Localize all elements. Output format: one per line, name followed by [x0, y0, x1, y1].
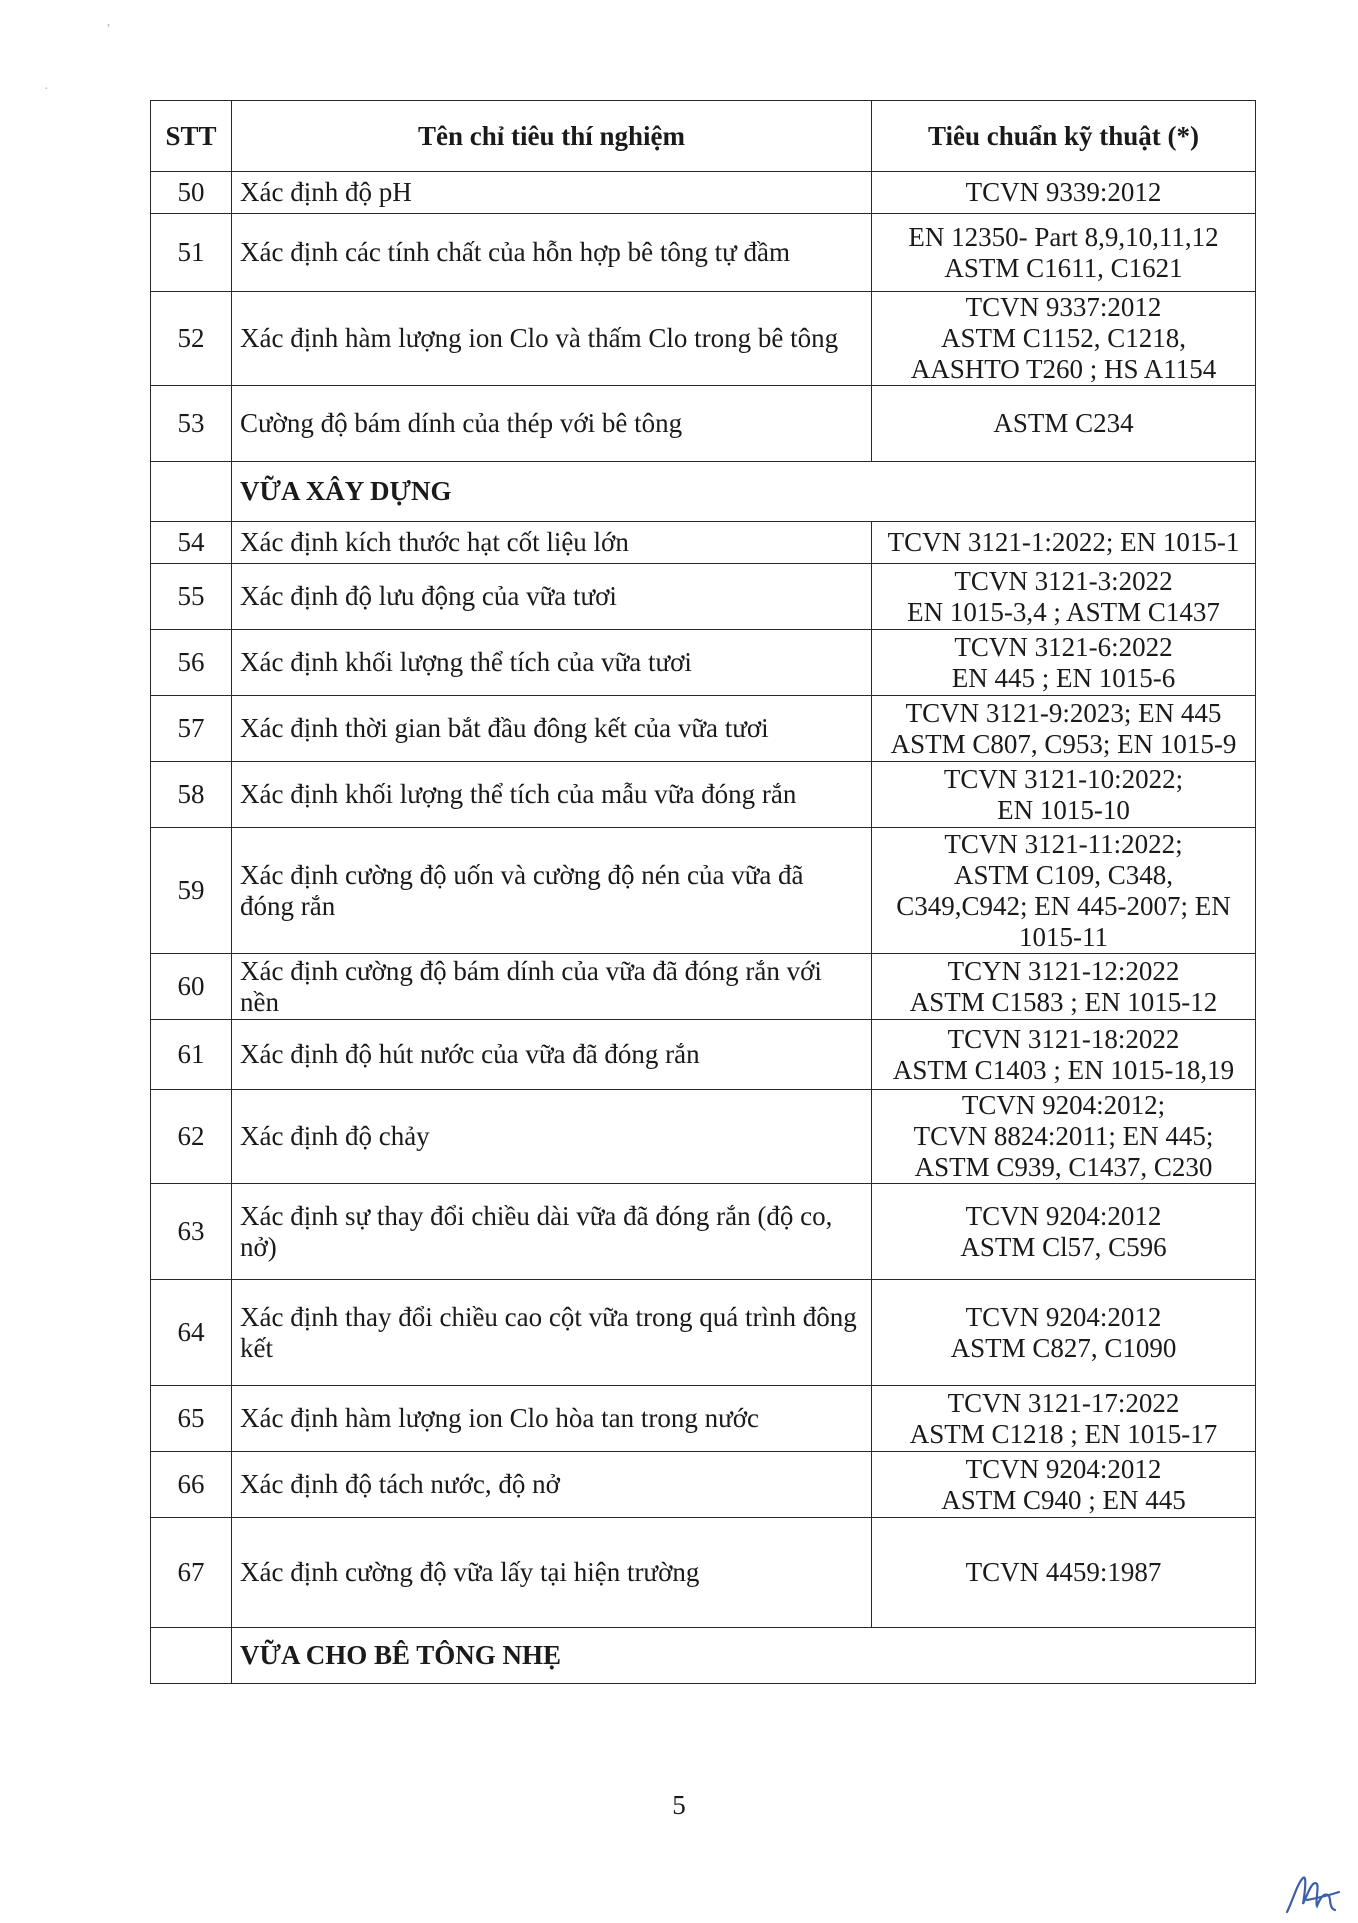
row-test-name: Xác định độ pH [232, 172, 872, 214]
section-row [151, 1628, 1256, 1684]
table-row [151, 630, 1256, 696]
row-technical-standard [872, 214, 1256, 292]
row-test-name: Xác định hàm lượng ion Clo hòa tan trong nước [232, 1386, 872, 1452]
standard-line: ASTM C1403 ; EN 1015-18,19 [892, 1054, 1235, 1085]
row-stt: 50 [151, 172, 232, 214]
row-technical-standard [872, 828, 1256, 954]
section-stt-cell [151, 1628, 232, 1684]
standard-line: TCVN 3121-3:2022 [954, 565, 1173, 596]
row-stt: 53 [151, 386, 232, 462]
standard-line: TCVN 3121-6:2022 [954, 631, 1173, 662]
table-row [151, 696, 1256, 762]
row-technical-standard [872, 954, 1256, 1020]
row-stt: 57 [151, 696, 232, 762]
row-technical-standard [872, 630, 1256, 696]
row-stt: 62 [151, 1090, 232, 1184]
row-test-name: Xác định cường độ vữa lấy tại hiện trường [232, 1518, 872, 1628]
standard-line: ASTM C1583 ; EN 1015-12 [909, 986, 1218, 1017]
row-technical-standard [872, 762, 1256, 828]
standard-line: TCVN 9204:2012 [965, 1200, 1162, 1231]
row-technical-standard [872, 1280, 1256, 1386]
header-test-name: Tên chỉ tiêu thí nghiệm [232, 101, 872, 172]
standard-line: ASTM C109, C348, [953, 859, 1174, 890]
row-test-name: Xác định thay đổi chiều cao cột vữa trong quá trình đông kết [232, 1280, 872, 1386]
standard-line: TCVN 9204:2012 [965, 1301, 1162, 1332]
standard-line: TCVN 3121-1:2022; EN 1015-1 [887, 527, 1240, 557]
row-technical-standard [872, 172, 1256, 214]
table-row [151, 1386, 1256, 1452]
row-test-name: Xác định sự thay đổi chiều dài vữa đã đóng rắn (độ co, nở) [232, 1184, 872, 1280]
header-stt: STT [151, 101, 232, 172]
row-stt: 67 [151, 1518, 232, 1628]
standard-line: TCVN 9337:2012 [965, 292, 1162, 322]
standard-line: TCYN 3121-12:2022 [947, 955, 1180, 986]
row-test-name: Xác định thời gian bắt đầu đông kết của vữa tươi [232, 696, 872, 762]
section-row [151, 462, 1256, 522]
standard-line: TCVN 9204:2012 [965, 1453, 1162, 1484]
row-test-name: Xác định các tính chất của hỗn hợp bê tông tự đầm [232, 214, 872, 292]
row-technical-standard [872, 1386, 1256, 1452]
table-row [151, 564, 1256, 630]
row-technical-standard [872, 1020, 1256, 1090]
table-row [151, 292, 1256, 386]
table-row [151, 214, 1256, 292]
section-title: VỮA XÂY DỰNG [232, 462, 1256, 522]
standards-table [150, 100, 1256, 1684]
table-row [151, 1090, 1256, 1184]
table-row [151, 1518, 1256, 1628]
standard-line: AASHTO T260 ; HS A1154 [910, 354, 1217, 384]
standard-line: TCVN 4459:1987 [965, 1557, 1162, 1587]
standard-line: TCVN 3121-17:2022 [947, 1387, 1180, 1418]
standard-line: ASTM C807, C953; EN 1015-9 [890, 728, 1237, 759]
standard-line: C349,C942; EN 445-2007; EN [896, 890, 1231, 921]
standard-line: EN 445 ; EN 1015-6 [951, 662, 1176, 693]
signature-icon [1283, 1870, 1343, 1923]
row-stt: 51 [151, 214, 232, 292]
table-row [151, 1020, 1256, 1090]
row-test-name: Xác định cường độ uốn và cường độ nén của vữa đã đóng rắn [232, 828, 872, 954]
table-row [151, 762, 1256, 828]
row-stt: 64 [151, 1280, 232, 1386]
standard-line: EN 1015-3,4 ; ASTM C1437 [907, 596, 1220, 627]
row-stt: 59 [151, 828, 232, 954]
table-row [151, 954, 1256, 1020]
row-stt: 55 [151, 564, 232, 630]
row-technical-standard [872, 696, 1256, 762]
row-technical-standard [872, 1452, 1256, 1518]
document-page [150, 100, 1255, 1684]
standard-line: ASTM C1152, C1218, [940, 323, 1187, 353]
row-technical-standard [872, 292, 1256, 386]
standard-line: TCVN 8824:2011; EN 445; [913, 1121, 1214, 1151]
section-stt-cell [151, 462, 232, 522]
row-technical-standard [872, 1518, 1256, 1628]
table-row [151, 172, 1256, 214]
row-test-name: Xác định độ hút nước của vữa đã đóng rắn [232, 1020, 872, 1090]
row-test-name: Xác định khối lượng thể tích của mẫu vữa đóng rắn [232, 762, 872, 828]
standard-line: 1015-11 [1019, 921, 1108, 952]
row-stt: 54 [151, 522, 232, 564]
standard-line: TCVN 3121-9:2023; EN 445 [905, 697, 1222, 728]
table-row [151, 522, 1256, 564]
row-technical-standard [872, 386, 1256, 462]
row-test-name: Xác định độ tách nước, độ nở [232, 1452, 872, 1518]
row-stt: 65 [151, 1386, 232, 1452]
row-stt: 52 [151, 292, 232, 386]
table-row [151, 1280, 1256, 1386]
row-technical-standard [872, 564, 1256, 630]
row-technical-standard [872, 522, 1256, 564]
row-stt: 60 [151, 954, 232, 1020]
standard-line: ASTM C1611, C1621 [944, 252, 1183, 283]
standard-line: ASTM Cl57, C596 [960, 1231, 1167, 1262]
row-test-name: Xác định khối lượng thể tích của vữa tươi [232, 630, 872, 696]
row-stt: 63 [151, 1184, 232, 1280]
standard-line: TCVN 3121-11:2022; [944, 828, 1183, 859]
standard-line: ASTM C234 [993, 408, 1134, 438]
row-technical-standard [872, 1090, 1256, 1184]
standard-line: ASTM C827, C1090 [950, 1332, 1177, 1363]
table-row [151, 1184, 1256, 1280]
table-header-row [151, 101, 1256, 172]
table-row [151, 386, 1256, 462]
row-technical-standard [872, 1184, 1256, 1280]
standard-line: ASTM C1218 ; EN 1015-17 [909, 1418, 1218, 1449]
row-test-name: Xác định cường độ bám dính của vữa đã đóng rắn với nền [232, 954, 872, 1020]
header-technical-standard: Tiêu chuẩn kỹ thuật (*) [872, 101, 1256, 172]
table-row [151, 828, 1256, 954]
page-number: 5 [672, 1790, 686, 1820]
scan-speck: ʼ [106, 22, 111, 37]
row-stt: 61 [151, 1020, 232, 1090]
table-row [151, 1452, 1256, 1518]
standard-line: ASTM C939, C1437, C230 [914, 1152, 1213, 1182]
row-test-name: Xác định hàm lượng ion Clo và thấm Clo trong bê tông [232, 292, 872, 386]
table-body [151, 172, 1256, 1684]
row-test-name: Xác định độ chảy [232, 1090, 872, 1184]
standard-line: ASTM C940 ; EN 445 [941, 1484, 1186, 1515]
scan-speck: · [44, 82, 49, 97]
standard-line: TCVN 9339:2012 [965, 177, 1162, 207]
row-test-name: Xác định độ lưu động của vữa tươi [232, 564, 872, 630]
standard-line: EN 1015-10 [997, 794, 1130, 825]
row-test-name: Cường độ bám dính của thép với bê tông [232, 386, 872, 462]
row-stt: 56 [151, 630, 232, 696]
standard-line: TCVN 9204:2012; [961, 1090, 1166, 1120]
standard-line: TCVN 3121-18:2022 [947, 1023, 1180, 1054]
row-stt: 58 [151, 762, 232, 828]
standard-line: EN 12350- Part 8,9,10,11,12 [908, 221, 1219, 252]
row-stt: 66 [151, 1452, 232, 1518]
row-test-name: Xác định kích thước hạt cốt liệu lớn [232, 522, 872, 564]
standard-line: TCVN 3121-10:2022; [943, 763, 1184, 794]
section-title: VỮA CHO BÊ TÔNG NHẸ [232, 1628, 1256, 1684]
